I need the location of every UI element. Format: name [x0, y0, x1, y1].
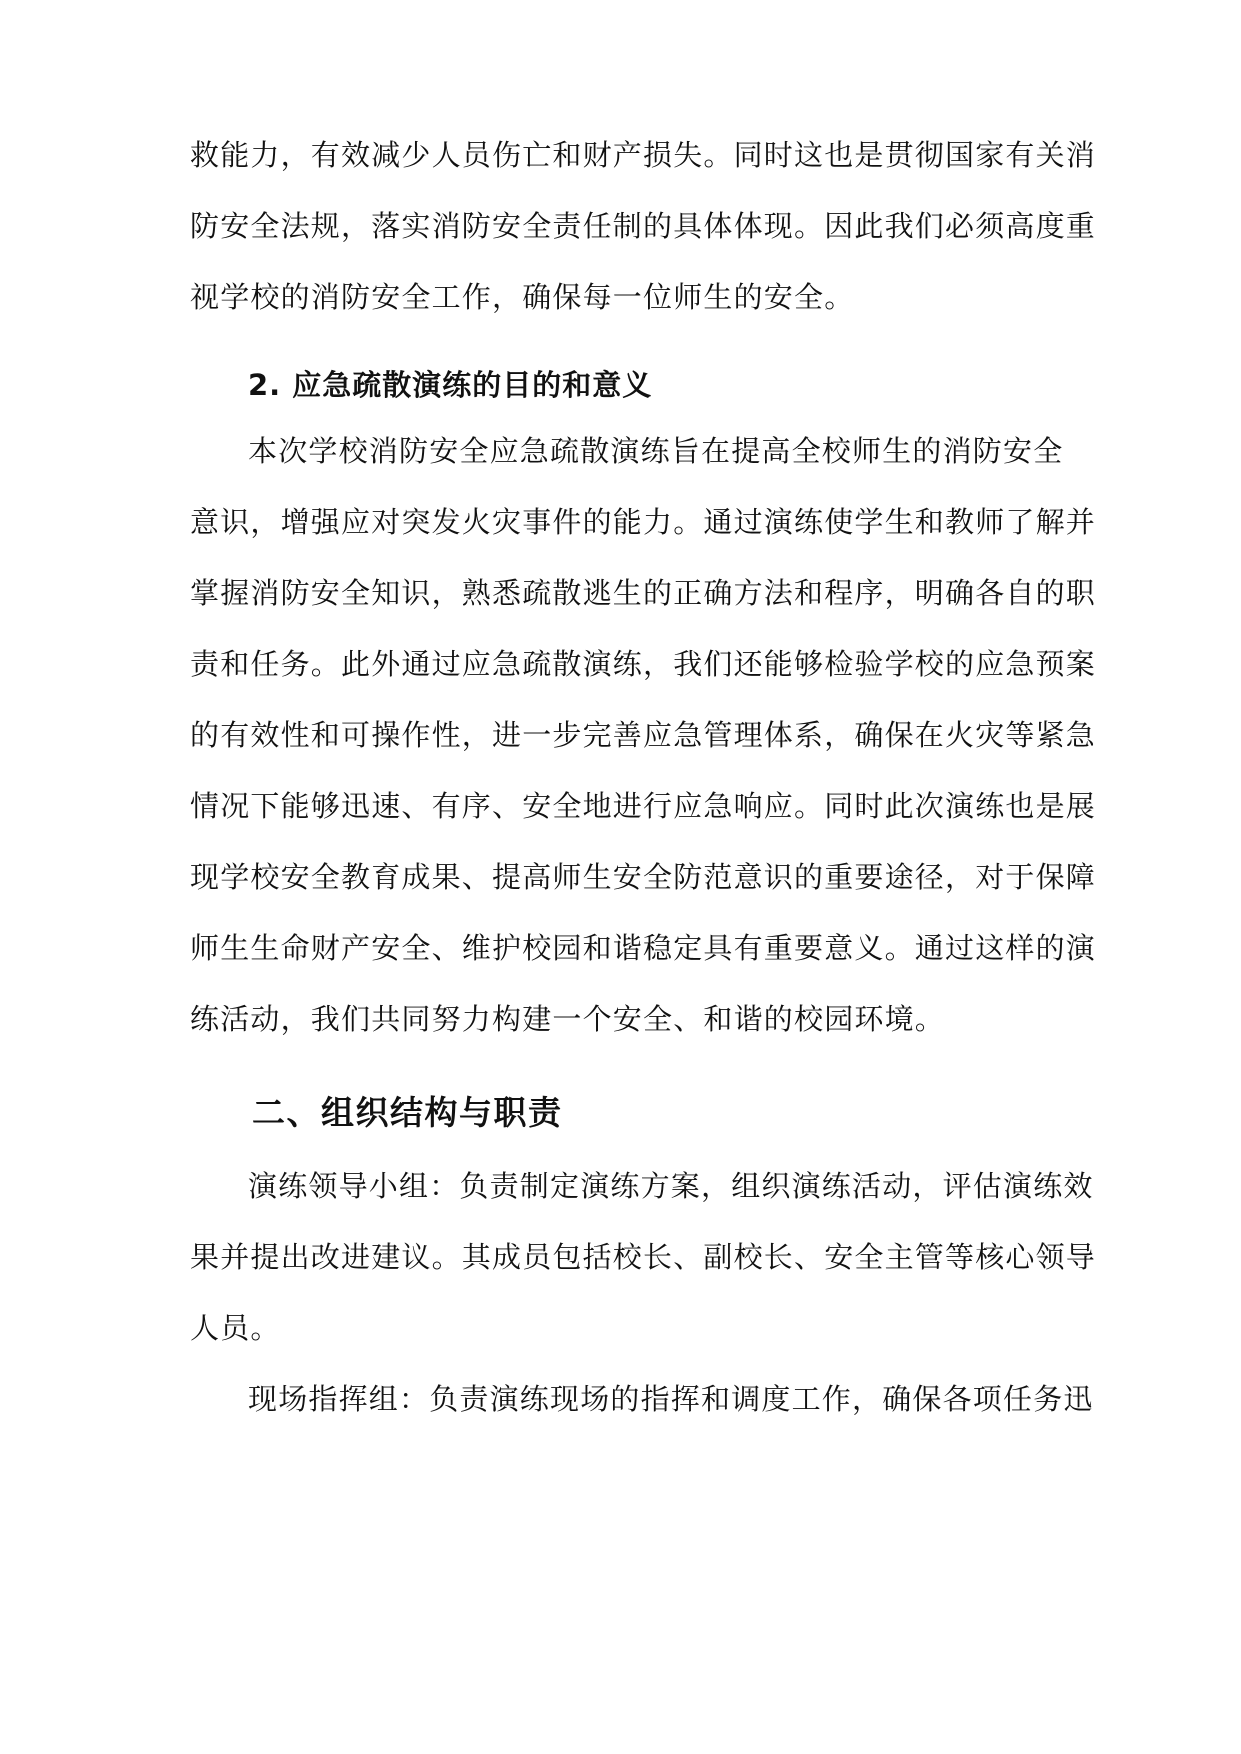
section-heading: 2. 应急疏散演练的目的和意义 [248, 368, 653, 402]
paragraph-line: 现学校安全教育成果、提高师生安全防范意识的重要途径，对于保障 [190, 860, 1097, 894]
paragraph-line: 演练领导小组：负责制定演练方案，组织演练活动，评估演练效 [248, 1169, 1094, 1203]
paragraph-line: 视学校的消防安全工作，确保每一位师生的安全。 [190, 280, 855, 314]
paragraph-line: 情况下能够迅速、有序、安全地进行应急响应。同时此次演练也是展 [190, 789, 1097, 823]
paragraph-line: 防安全法规，落实消防安全责任制的具体体现。因此我们必须高度重 [190, 209, 1097, 243]
paragraph-line: 果并提出改进建议。其成员包括校长、副校长、安全主管等核心领导 [190, 1240, 1097, 1274]
paragraph-line: 掌握消防安全知识，熟悉疏散逃生的正确方法和程序，明确各自的职 [190, 576, 1097, 610]
paragraph-line: 救能力，有效减少人员伤亡和财产损失。同时这也是贯彻国家有关消 [190, 138, 1097, 172]
paragraph-line: 师生生命财产安全、维护校园和谐稳定具有重要意义。通过这样的演 [190, 931, 1097, 965]
paragraph-line: 本次学校消防安全应急疏散演练旨在提高全校师生的消防安全 [248, 434, 1064, 468]
paragraph-line: 意识，增强应对突发火灾事件的能力。通过演练使学生和教师了解并 [190, 505, 1097, 539]
chapter-heading: 二、组织结构与职责 [252, 1093, 563, 1132]
paragraph-line: 练活动，我们共同努力构建一个安全、和谐的校园环境。 [190, 1002, 946, 1036]
paragraph-line: 人员。 [190, 1311, 281, 1345]
paragraph-line: 现场指挥组：负责演练现场的指挥和调度工作，确保各项任务迅 [248, 1382, 1094, 1416]
paragraph-line: 的有效性和可操作性，进一步完善应急管理体系，确保在火灾等紧急 [190, 718, 1097, 752]
paragraph-line: 责和任务。此外通过应急疏散演练，我们还能够检验学校的应急预案 [190, 647, 1097, 681]
